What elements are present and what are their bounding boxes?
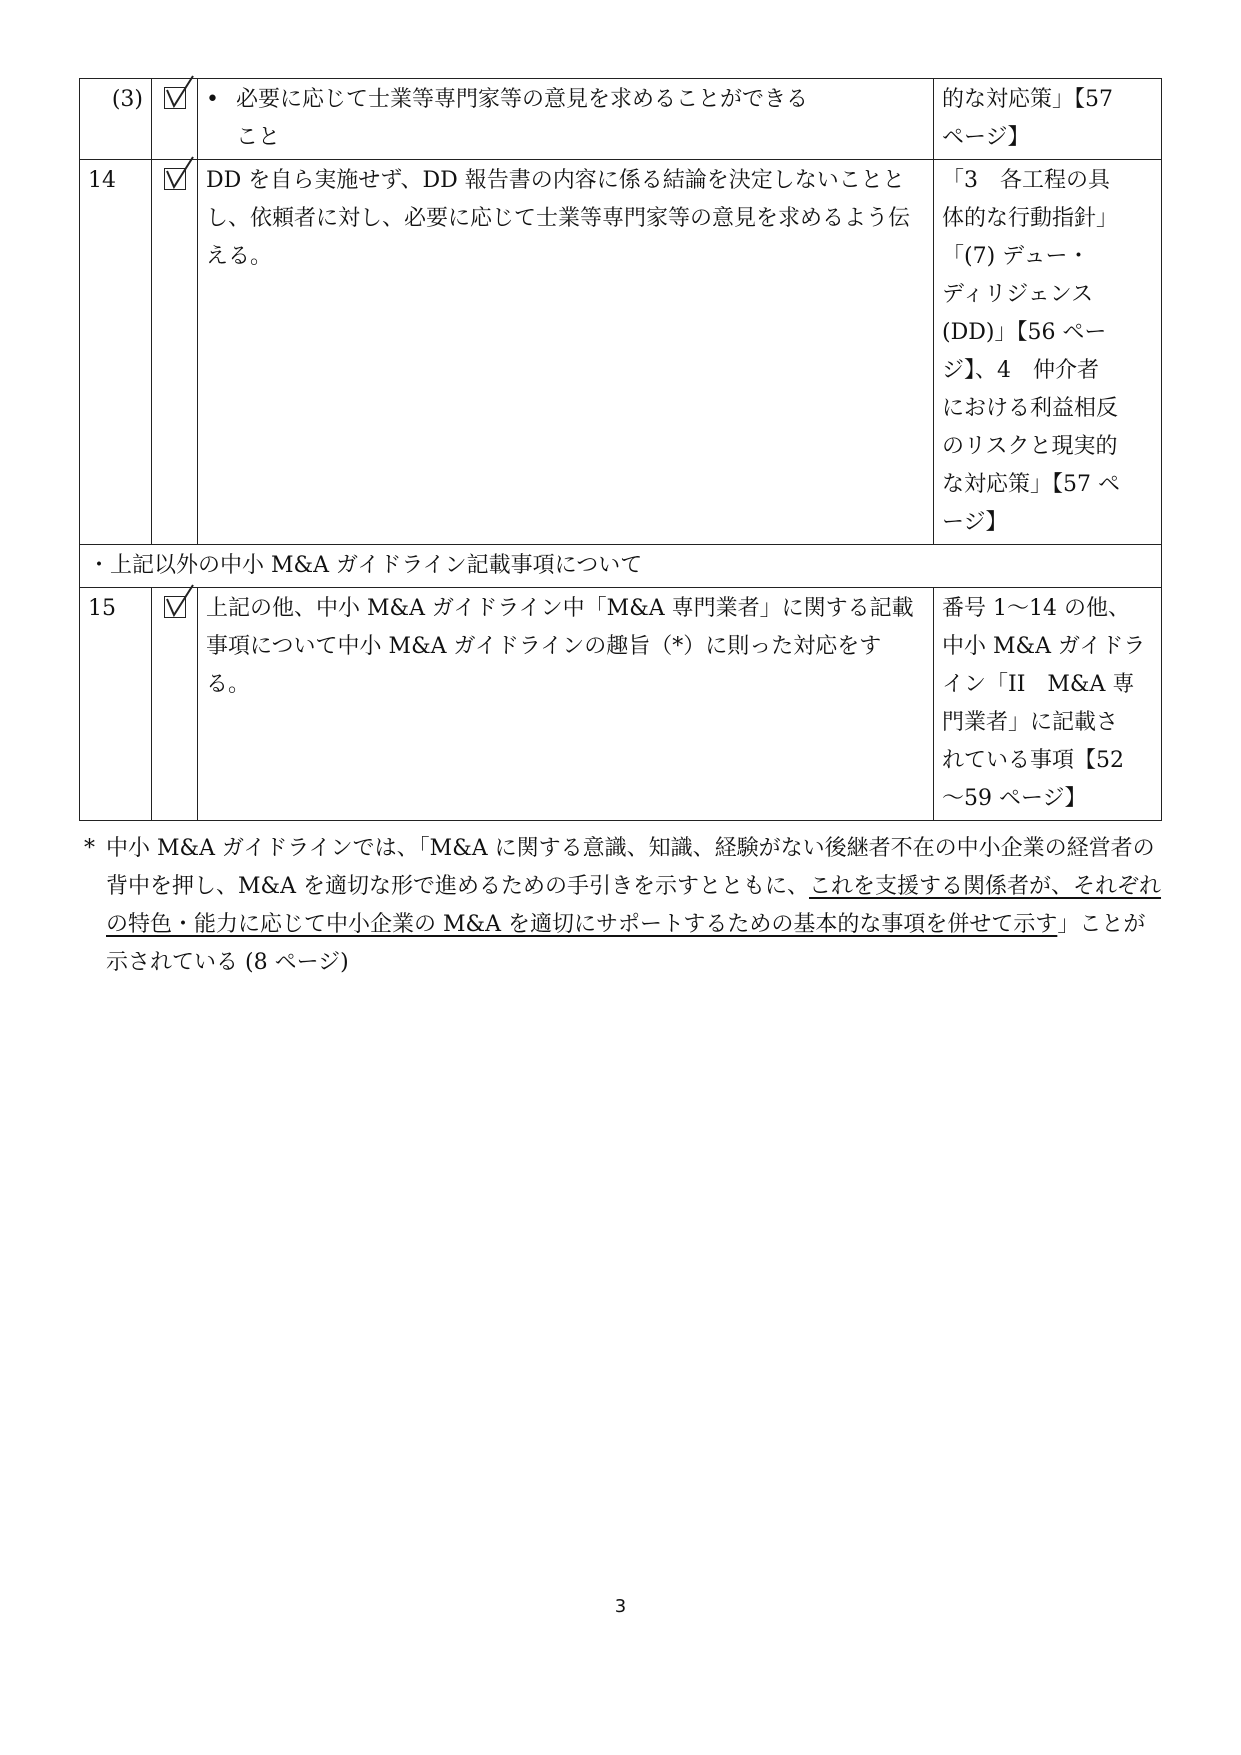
section-heading: ・上記以外の中小 M&A ガイドライン記載事項について — [80, 545, 1162, 588]
reference-line: ージ】 — [942, 510, 1008, 535]
reference-line: における利益相反 — [942, 396, 1119, 421]
item-text-line: 必要に応じて士業等専門家等の意見を求めることができる — [236, 87, 809, 112]
item-text-line: こと — [236, 125, 281, 150]
footnote-text-plain: 中小 M&A ガイドラインでは、「M&A に関する意識、知識、経験がない後継者不在の中小企業の経営者の背中を押し、M&A を適切な形で進めるための手引きを示すとともに、 — [106, 836, 1155, 899]
reference-line: 門業者」に記載さ — [942, 710, 1119, 735]
reference-line: のリスクと現実的 — [942, 434, 1118, 459]
item-description: DD を自ら実施せず、DD 報告書の内容に係る結論を決定しないこととし、依頼者に対し、必要に応じて士業等専門家等の意見を求めるよう伝える。 — [198, 160, 934, 545]
page-number: 3 — [614, 1596, 627, 1617]
reference-cell — [934, 79, 1162, 160]
footnote-text — [106, 830, 1164, 982]
reference-cell — [934, 588, 1162, 821]
checked-checkbox-icon[interactable] — [164, 596, 186, 618]
reference-line: 「3 各工程の具 — [942, 168, 1110, 193]
reference-line: 中小 M&A ガイドラ — [942, 634, 1146, 659]
item-description — [198, 79, 934, 160]
footnote-mark: * — [84, 836, 95, 861]
checklist-table — [79, 78, 1162, 821]
footnote — [84, 830, 1164, 982]
checked-checkbox-icon[interactable] — [164, 87, 186, 109]
table-row — [80, 79, 1162, 160]
bullet-point: • — [206, 87, 219, 112]
checkbox-cell[interactable] — [152, 79, 198, 160]
reference-line: 体的な行動指針」 — [942, 206, 1119, 231]
reference-line: (DD)」【56 ペー — [942, 320, 1107, 345]
table-row — [80, 588, 1162, 821]
checked-checkbox-icon[interactable] — [164, 168, 186, 190]
reference-line: 番号 1～14 の他、 — [942, 596, 1130, 621]
reference-line: 的な対応策」【57 — [942, 87, 1113, 112]
reference-line: イン「II M&A 専 — [942, 672, 1135, 697]
footnote-text-underlined: これを支援する関係者が、それぞれの特色・能力に応じて中小企業の M&A を適切にサポートするための基本的な事項を併せて示す — [106, 874, 1162, 937]
reference-line: れている事項【52 — [942, 748, 1124, 773]
item-description: 上記の他、中小 M&A ガイドライン中「M&A 専門業者」に関する記載事項について中小 M&A ガイドラインの趣旨（*）に則った対応をする。 — [198, 588, 934, 821]
checkbox-cell[interactable] — [152, 160, 198, 545]
table-row — [80, 160, 1162, 545]
row-number: 14 — [80, 160, 152, 545]
reference-line: な対応策」【57 ペ — [942, 472, 1120, 497]
reference-line: ジ】、4 仲介者 — [942, 358, 1099, 383]
row-number: (3) — [80, 79, 152, 160]
row-number: 15 — [80, 588, 152, 821]
reference-line: ページ】 — [942, 125, 1030, 150]
checkbox-cell[interactable] — [152, 588, 198, 821]
section-row — [80, 545, 1162, 588]
reference-line: 「(7) デュー・ — [942, 244, 1090, 269]
reference-line: ディリジェンス — [942, 282, 1094, 307]
reference-cell — [934, 160, 1162, 545]
footnote-text-plain: 」ことが示されている (8 ページ) — [106, 912, 1146, 975]
reference-line: ～59 ページ】 — [942, 786, 1087, 811]
